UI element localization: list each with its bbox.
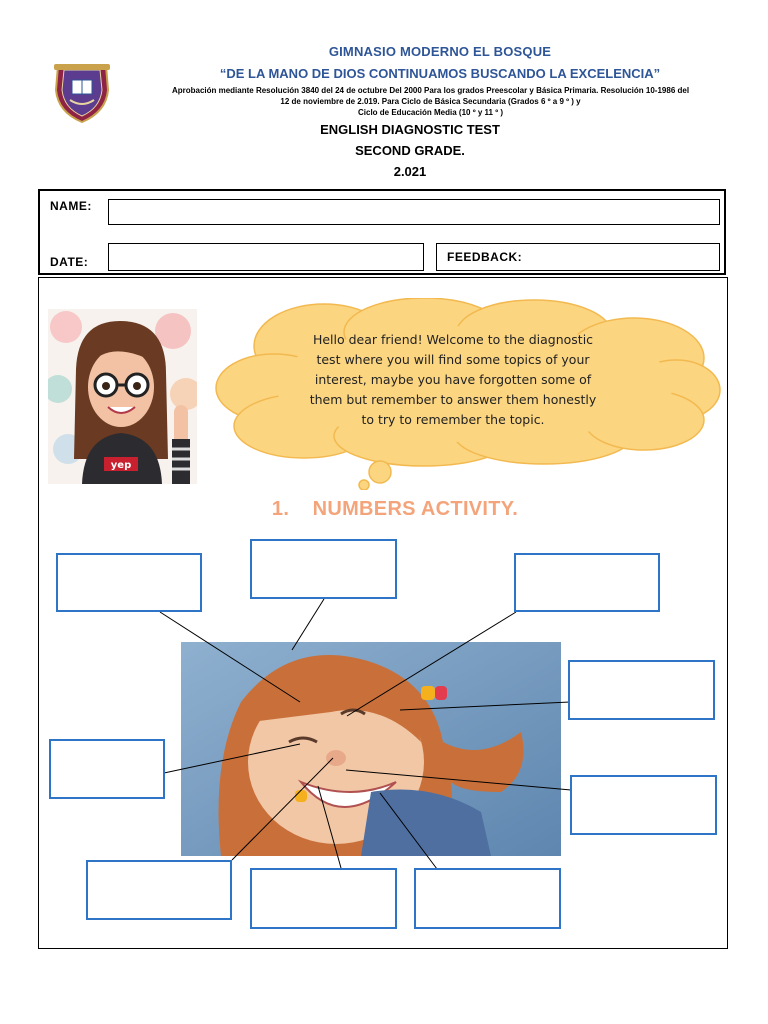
- test-title: ENGLISH DIAGNOSTIC TEST: [320, 122, 500, 137]
- name-label: NAME:: [50, 199, 92, 213]
- student-info-box: [38, 189, 726, 275]
- name-field[interactable]: [108, 199, 720, 225]
- approval-text: [138, 85, 723, 118]
- answer-box-6[interactable]: [570, 775, 717, 835]
- answer-box-4[interactable]: [568, 660, 715, 720]
- girl-photo: [181, 642, 561, 856]
- year-title: 2.021: [393, 164, 427, 179]
- welcome-line: Hello dear friend! Welcome to the diagnostic: [312, 332, 594, 347]
- school-name: GIMNASIO MODERNO EL BOSQUE: [328, 44, 552, 59]
- welcome-line: test where you will find some topics of your: [316, 352, 590, 367]
- answer-box-8[interactable]: [250, 868, 397, 929]
- date-label: DATE:: [50, 255, 89, 269]
- date-field[interactable]: [108, 243, 424, 271]
- answer-box-1[interactable]: [56, 553, 202, 612]
- approval-line: 12 de noviembre de 2.019. Para Ciclo de Básica Secundaria (Grados 6 º a 9 º ) y: [280, 97, 581, 106]
- teacher-avatar: [48, 309, 197, 484]
- school-motto: “DE LA MANO DE DIOS CONTINUAMOS BUSCANDO LA EXCELENCIA”: [219, 66, 661, 81]
- school-crest-icon: [50, 60, 114, 126]
- answer-box-3[interactable]: [514, 553, 660, 612]
- activity-name: NUMBERS ACTIVITY.: [312, 498, 519, 520]
- feedback-label: FEEDBACK:: [447, 250, 523, 264]
- welcome-line: to try to remember the topic.: [361, 412, 545, 427]
- welcome-line: them but remember to answer them honestly: [309, 392, 597, 407]
- answer-box-2[interactable]: [250, 539, 397, 599]
- avatar-shirt-text: yep: [110, 460, 132, 471]
- answer-box-5[interactable]: [49, 739, 165, 799]
- answer-box-9[interactable]: [414, 868, 561, 929]
- activity-title: [180, 498, 610, 521]
- answer-box-7[interactable]: [86, 860, 232, 920]
- activity-number: 1.: [271, 498, 290, 520]
- approval-line: Aprobación mediante Resolución 3840 del 24 de octubre Del 2000 Para los grados Preescolar y Básica Primaria. Resolución 10-1986 del: [171, 86, 690, 95]
- approval-line: Ciclo de Educación Media (10 º y 11 º ): [358, 108, 503, 117]
- feedback-field[interactable]: [436, 243, 720, 271]
- welcome-line: interest, maybe you have forgotten some of: [314, 372, 592, 387]
- welcome-message: [288, 330, 618, 430]
- grade-title: SECOND GRADE.: [355, 143, 465, 158]
